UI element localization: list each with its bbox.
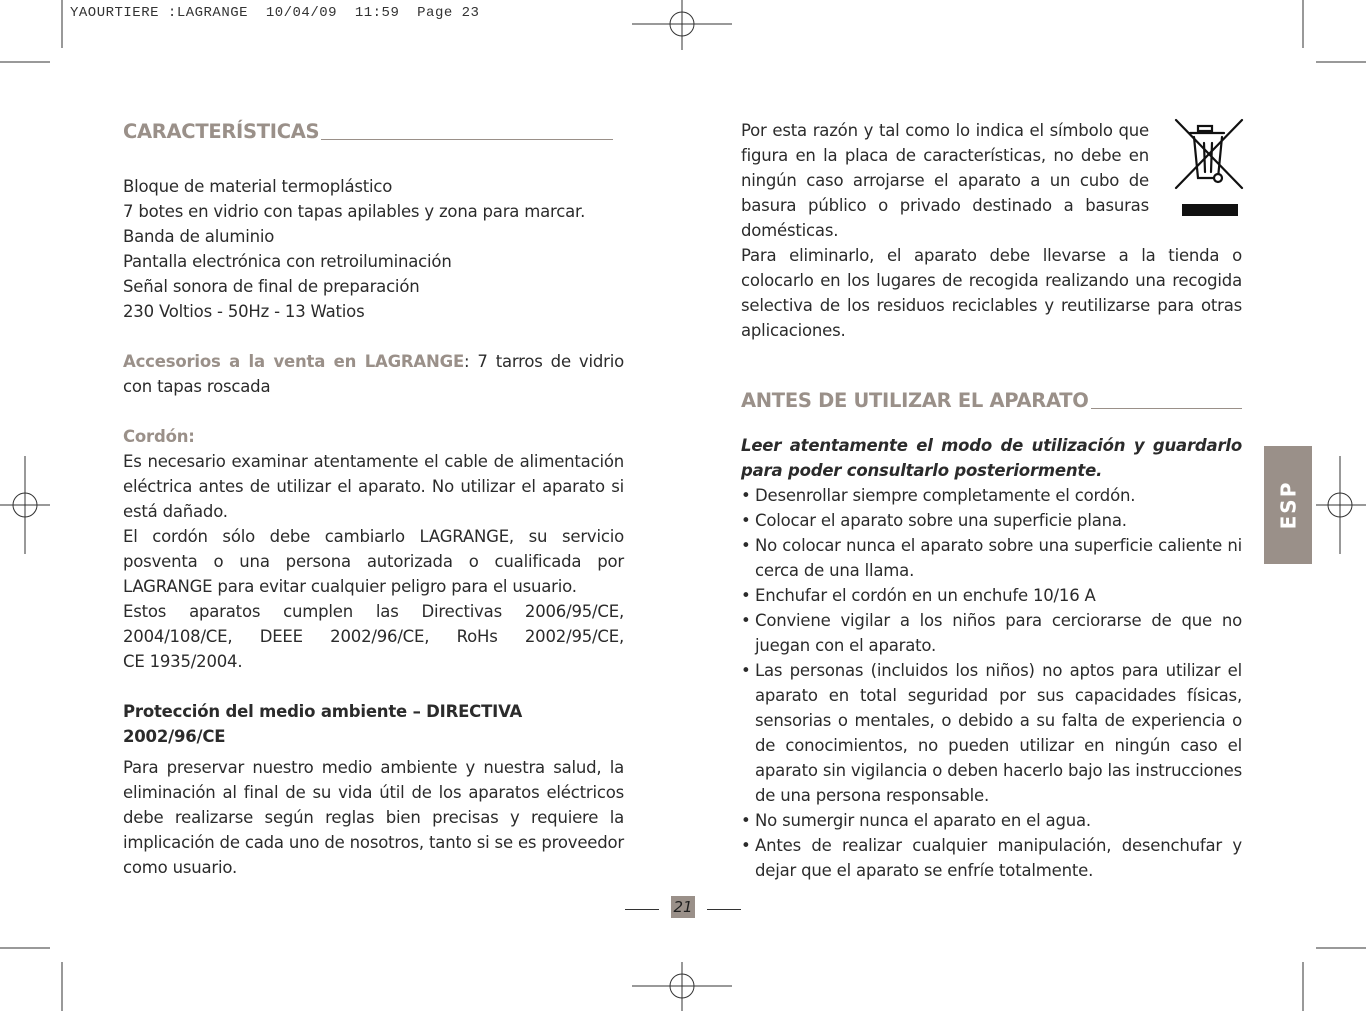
usage-intro: Leer atentamente el modo de utilización y guardarlo para poder consultarlo posteriormente. — [741, 436, 1242, 480]
list-item: • No colocar nunca el aparato sobre una superficie caliente ni cerca de una llama. — [741, 533, 1242, 583]
feature-item: Pantalla electrónica con retroiluminación — [123, 252, 452, 271]
cord-paragraph-1: Es necesario examinar atentamente el cable de alimentación eléctrica antes de utilizar el aparato. No utilizar el aparato si está dañado. — [123, 452, 624, 521]
bullet-icon: • — [741, 536, 751, 555]
accessories-text: : 7 tarros de vidrio con tapas roscada — [123, 352, 624, 396]
language-tab — [1264, 446, 1312, 564]
list-item: • No sumergir nunca el aparato en el agua. — [741, 808, 1242, 833]
list-item: • Colocar el aparato sobre una superficie plana. — [741, 508, 1242, 533]
list-item: • Conviene vigilar a los niños para cerciorarse de que no juegan con el aparato. — [741, 608, 1242, 658]
bullet-icon: • — [741, 486, 751, 505]
bullet-icon: • — [741, 661, 751, 680]
feature-item: Señal sonora de final de preparación — [123, 277, 420, 296]
disposal-paragraph: Para eliminarlo, el aparato debe llevarse a la tienda o colocarlo en los lugares de recogida realizando una recogida selectiva de los residuos reciclables y reutilizarse para otras aplicaciones. — [741, 246, 1242, 340]
feature-item: Banda de aluminio — [123, 227, 275, 246]
crossed-out-wheelie-bin-icon — [1174, 118, 1244, 218]
section-heading-caracteristicas — [123, 118, 613, 146]
accessories-title: Accesorios a la venta en LAGRANGE — [123, 352, 465, 371]
feature-item: 7 botes en vidrio con tapas apilables y zona para marcar. — [123, 202, 586, 221]
weee-paragraph: Por esta razón y tal como lo indica el símbolo que figura en la placa de características, no debe en ningún caso arrojarse el aparato a un cubo de basura público o privado destinado a basuras domésticas. — [741, 121, 1149, 240]
directives-line-3: CE 1935/2004. — [123, 652, 243, 671]
feature-item: Bloque de material termoplástico — [123, 177, 393, 196]
feature-list — [123, 174, 624, 324]
heading-rule — [321, 139, 613, 140]
bullet-icon: • — [741, 836, 751, 855]
safety-list — [741, 483, 1242, 883]
right-column — [741, 118, 1242, 883]
bullet-icon: • — [741, 586, 751, 605]
bullet-icon: • — [741, 611, 751, 630]
bullet-icon: • — [741, 511, 751, 530]
section-heading-antes — [741, 387, 1242, 415]
cord-paragraph-2: El cordón sólo debe cambiarlo LAGRANGE, su servicio posventa o una persona autorizada o cualificada por LAGRANGE para evitar cualquier peligro para el usuario. — [123, 527, 624, 596]
list-item: • Antes de realizar cualquier manipulación, desenchufar y dejar que el aparato se enfríe totalmente. — [741, 833, 1242, 883]
cord-title: Cordón: — [123, 427, 195, 446]
environment-paragraph: Para preservar nuestro medio ambiente y nuestra salud, la eliminación al final de su vida útil de los aparatos eléctricos debe realizarse según reglas bien precisas y requiere la implicación de cada uno de nosotros, tanto si se es proveedor como usuario. — [123, 758, 624, 877]
list-item: • Desenrollar siempre completamente el cordón. — [741, 483, 1242, 508]
directives-line-2: 2004/108/CE, DEEE 2002/96/CE, RoHs 2002/95/CE, — [123, 627, 624, 646]
bullet-icon: • — [741, 811, 751, 830]
list-item: • Las personas (incluidos los niños) no aptos para utilizar el aparato en total seguridad por sus capacidades físicas, sensorias o mentales, o debido a su falta de experiencia o de conocimientos, no pueden utilizar en ningún caso el aparato sin vigilancia o deben hacerlo bajo las instrucciones de una persona responsable. — [741, 658, 1242, 808]
list-item: • Enchufar el cordón en un enchufe 10/16 A — [741, 583, 1242, 608]
left-column — [123, 118, 624, 880]
accessories-paragraph — [123, 349, 624, 399]
feature-item: 230 Voltios - 50Hz - 13 Watios — [123, 302, 365, 321]
page-number-rule-left — [625, 909, 659, 910]
print-header: YAOURTIERE :LAGRANGE 10/04/09 11:59 Page 23 — [70, 5, 480, 21]
heading-text: CARACTERÍSTICAS — [123, 120, 320, 143]
heading-text: ANTES DE UTILIZAR EL APARATO — [741, 389, 1089, 412]
directives-line-1: Estos aparatos cumplen las Directivas 2006/95/CE, — [123, 602, 624, 621]
page-number: 21 — [671, 896, 695, 918]
page-number-rule-right — [707, 909, 741, 910]
language-tab-label: ESP — [1276, 480, 1301, 530]
heading-rule — [1091, 408, 1242, 409]
environment-title: Protección del medio ambiente – DIRECTIVA 2002/96/CE — [123, 702, 523, 746]
